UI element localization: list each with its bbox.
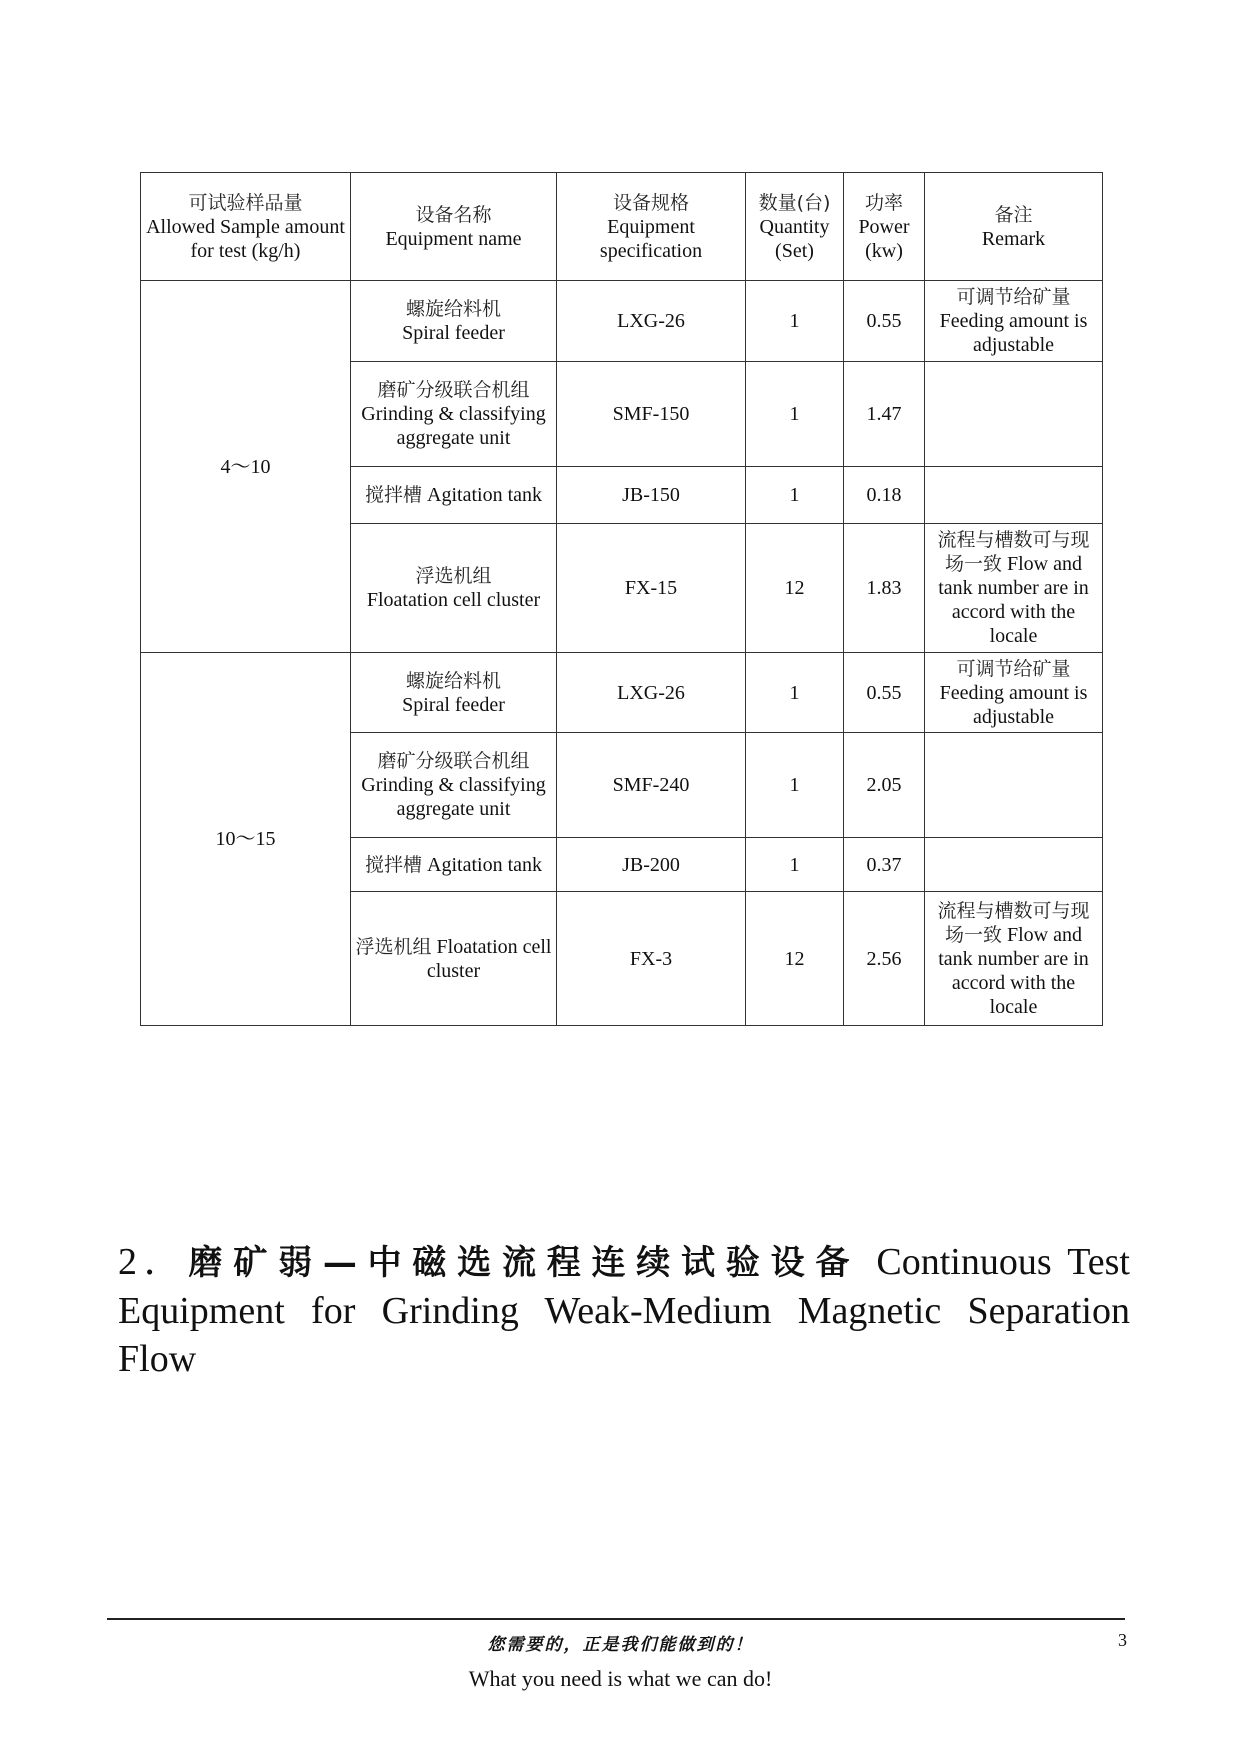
section-title-en-part2: Equipment for Grinding Weak-Medium Magnetic Separation Flow bbox=[118, 1290, 1130, 1380]
footer-divider bbox=[107, 1618, 1125, 1620]
table-row bbox=[141, 281, 1103, 362]
remark-cell: 流程与槽数可与现场一致 Flow and tank number are in accord with the locale bbox=[925, 892, 1103, 1026]
section-heading bbox=[118, 1238, 1130, 1383]
equipment-name-cell: 搅拌槽 Agitation tank bbox=[351, 467, 557, 524]
equipment-name-cell: 浮选机组 Floatation cell cluster bbox=[351, 892, 557, 1026]
spec-cell: JB-200 bbox=[557, 838, 746, 892]
remark-cell: 流程与槽数可与现场一致 Flow and tank number are in accord with the locale bbox=[925, 524, 1103, 653]
spec-cell: JB-150 bbox=[557, 467, 746, 524]
amount-cell: 4～10 bbox=[141, 281, 351, 653]
section-heading-line-1 bbox=[118, 1238, 1130, 1287]
footer-slogan-en: What you need is what we can do! bbox=[468, 1666, 773, 1691]
power-cell: 1.47 bbox=[844, 362, 925, 467]
section-number: 2． bbox=[118, 1241, 189, 1283]
qty-cell: 1 bbox=[746, 467, 844, 524]
section-title-en-part1: Continuous Test bbox=[876, 1241, 1130, 1283]
equipment-name-cell: 磨矿分级联合机组 Grinding & classifying aggregate unit bbox=[351, 362, 557, 467]
equipment-name-cell: 搅拌槽 Agitation tank bbox=[351, 838, 557, 892]
equipment-name-cell: 螺旋给料机 Spiral feeder bbox=[351, 653, 557, 733]
power-cell: 0.37 bbox=[844, 838, 925, 892]
power-cell: 0.55 bbox=[844, 653, 925, 733]
remark-cell: 可调节给矿量 Feeding amount is adjustable bbox=[925, 281, 1103, 362]
header-quantity: 数量(台) Quantity (Set) bbox=[746, 173, 844, 281]
qty-cell: 1 bbox=[746, 653, 844, 733]
table-header-row bbox=[141, 173, 1103, 281]
header-power: 功率 Power (kw) bbox=[844, 173, 925, 281]
remark-cell bbox=[925, 362, 1103, 467]
remark-cell bbox=[925, 733, 1103, 838]
table-row bbox=[141, 653, 1103, 733]
amount-cell: 10～15 bbox=[141, 653, 351, 1026]
remark-cell bbox=[925, 467, 1103, 524]
remark-cell: 可调节给矿量 Feeding amount is adjustable bbox=[925, 653, 1103, 733]
header-amount: 可试验样品量 Allowed Sample amount for test (kg/h) bbox=[141, 173, 351, 281]
spec-cell: SMF-240 bbox=[557, 733, 746, 838]
spec-cell: SMF-150 bbox=[557, 362, 746, 467]
header-equipment-name: 设备名称 Equipment name bbox=[351, 173, 557, 281]
spec-cell: LXG-26 bbox=[557, 653, 746, 733]
spec-cell: FX-15 bbox=[557, 524, 746, 653]
section-title-cn: 磨矿弱—中磁选流程连续试验设备 bbox=[188, 1243, 861, 1283]
power-cell: 2.05 bbox=[844, 733, 925, 838]
equipment-name-cell: 磨矿分级联合机组 Grinding & classifying aggregate unit bbox=[351, 733, 557, 838]
qty-cell: 12 bbox=[746, 524, 844, 653]
page-number: 3 bbox=[1118, 1630, 1127, 1650]
power-cell: 2.56 bbox=[844, 892, 925, 1026]
power-cell: 0.18 bbox=[844, 467, 925, 524]
header-remark: 备注 Remark bbox=[925, 173, 1103, 281]
power-cell: 0.55 bbox=[844, 281, 925, 362]
spec-cell: FX-3 bbox=[557, 892, 746, 1026]
equipment-name-cell: 螺旋给料机 Spiral feeder bbox=[351, 281, 557, 362]
equipment-table bbox=[140, 172, 1103, 1026]
power-cell: 1.83 bbox=[844, 524, 925, 653]
qty-cell: 1 bbox=[746, 838, 844, 892]
equipment-name-cell: 浮选机组 Floatation cell cluster bbox=[351, 524, 557, 653]
header-equipment-spec: 设备规格 Equipment specification bbox=[557, 173, 746, 281]
qty-cell: 12 bbox=[746, 892, 844, 1026]
qty-cell: 1 bbox=[746, 733, 844, 838]
qty-cell: 1 bbox=[746, 362, 844, 467]
remark-cell bbox=[925, 838, 1103, 892]
qty-cell: 1 bbox=[746, 281, 844, 362]
spec-cell: LXG-26 bbox=[557, 281, 746, 362]
footer-slogan-cn: 您需要的，正是我们能做到的！ bbox=[487, 1635, 754, 1655]
